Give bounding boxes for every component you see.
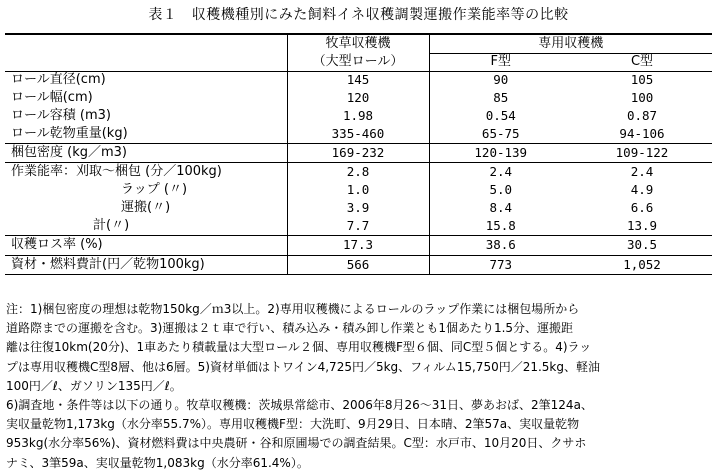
table-row	[5, 217, 712, 235]
note-line: 実収量乾物1,173kg（水分率55.7%）。専用収穫機F型：大洗町、9月29日、日本晴、2筆57a、実収量乾物	[6, 417, 580, 432]
cell-value: 566	[287, 255, 429, 274]
cell-value: 105	[630, 72, 654, 88]
cell-value: 65-75	[429, 125, 572, 143]
row-label: 運搬(〃)	[121, 200, 171, 215]
cell-value: 773	[429, 255, 572, 274]
table-row	[5, 255, 712, 274]
table-title: 表１ 収穫機種別にみた飼料イネ収穫調製運搬作業能率等の比較	[148, 7, 569, 23]
cell-value: 85	[429, 89, 572, 107]
cell-value: 13.9	[626, 217, 658, 233]
cell-value: 5.0	[429, 181, 572, 199]
cell-value: 4.9	[630, 182, 654, 197]
note-line: 道路際までの運搬を含む。3)運搬は２ｔ車で行い、積み込み・積み卸し作業とも1個あたり1.5分、運搬距	[6, 321, 574, 336]
cell-value: 2.8	[287, 162, 429, 181]
row-label: 収穫ロス率 (%)	[5, 235, 287, 255]
row-label: 計(〃)	[93, 217, 130, 233]
table-row	[5, 143, 712, 162]
row-label: 資材・燃料費計(円／乾物100kg)	[5, 255, 287, 274]
row-label: 梱包密度 (kg／m3)	[5, 143, 287, 162]
table-row	[5, 71, 712, 89]
table-row	[5, 199, 712, 217]
cell-value: 38.6	[429, 235, 572, 255]
header-f-type: F型	[429, 53, 572, 71]
row-label: ロール幅(cm)	[11, 90, 93, 105]
cell-value: 169-232	[287, 143, 429, 162]
cell-value: 15.8	[429, 217, 572, 235]
cell-value: 30.5	[572, 235, 712, 255]
cell-value: 109-122	[572, 143, 712, 162]
row-label: ロール乾物重量(kg)	[11, 125, 128, 141]
table-row	[5, 162, 712, 181]
cell-value: 0.87	[626, 108, 658, 123]
cell-value: 2.4	[572, 162, 712, 181]
table-row	[5, 181, 712, 199]
cell-value: 100	[630, 90, 654, 105]
cell-value: 1.98	[287, 107, 429, 125]
header-dedicated-harvester: 専用収穫機	[429, 34, 712, 53]
cell-value: 335-460	[287, 125, 429, 143]
note-line: 離は往復10km(20分)、1車あたり積載量は大型ロール２個、専用収穫機F型６個、同C型５個とする。4)ラッ	[6, 340, 592, 355]
cell-value: 120	[287, 89, 429, 107]
row-label: ロール容積 (m3)	[11, 108, 111, 123]
cell-value: 1.0	[287, 181, 429, 199]
cell-value: 8.4	[429, 199, 572, 217]
note-line: 注：1)梱包密度の理想は乾物150kg／ｍ3以上。2)専用収穫機によるロールのラップ作業には梱包場所から	[6, 302, 580, 316]
cell-value: 2.4	[429, 162, 572, 181]
cell-value: 90	[429, 71, 572, 89]
note-line: ナミ、3筆59a、実収量乾物1,083kg（水分率61.4%）。	[6, 455, 309, 470]
cell-value: 94-106	[619, 125, 665, 141]
note-line: 953kg(水分率56%)、資材燃料費は中央農研・谷和原圃場での調査結果。C型：水戸市、10月20日、クサホ	[6, 436, 587, 451]
cell-value: 17.3	[287, 235, 429, 255]
cell-value: 145	[287, 71, 429, 89]
row-label: ロール直径(cm)	[11, 72, 106, 88]
row-label: 作業能率：刈取～梱包 (分／100kg)	[5, 162, 287, 181]
comparison-table	[5, 33, 712, 275]
table-row	[5, 107, 712, 125]
header-large-roll: （大型ロール）	[287, 53, 429, 71]
table-row	[5, 89, 712, 107]
table-row	[5, 235, 712, 255]
header-pasture-harvester: 牧草収穫機	[287, 34, 429, 53]
note-line: 6)調査地・条件等は以下の通り。牧草収穫機：茨城県常総市、2006年8月26～31日、夢あおば、2筆124a、	[6, 398, 593, 413]
table-notes	[6, 300, 714, 473]
cell-value: 3.9	[287, 199, 429, 217]
cell-value: 0.54	[429, 107, 572, 125]
cell-value: 1,052	[572, 255, 712, 274]
cell-value: 7.7	[287, 217, 429, 235]
cell-value: 6.6	[630, 200, 654, 215]
table-row	[5, 125, 712, 143]
row-label: ラップ (〃)	[121, 182, 188, 197]
note-line: プは専用収穫機C型8層、他は6層。5)資材単価はトワイン4,725円／5kg、フィルム15,750円／21.5kg、軽油	[6, 359, 600, 374]
cell-value: 120-139	[429, 143, 572, 162]
note-line: 100円／ℓ、ガソリン135円／ℓ。	[6, 378, 182, 393]
header-c-type: C型	[572, 53, 712, 71]
